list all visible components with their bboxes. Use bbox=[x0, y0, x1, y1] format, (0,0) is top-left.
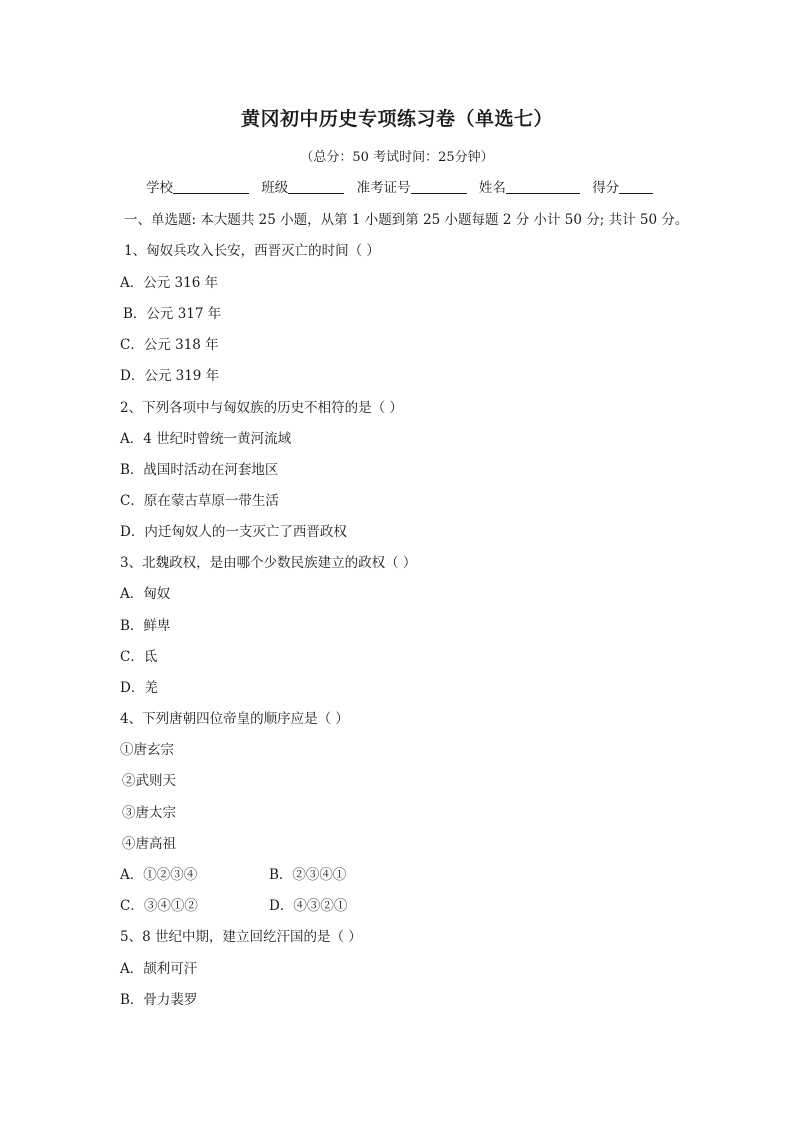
class-blank bbox=[288, 179, 344, 194]
name-blank bbox=[506, 179, 580, 194]
name-label: 姓名 bbox=[478, 180, 506, 196]
question-4-option-a: A．①②③④ bbox=[120, 867, 198, 883]
question-4-option-c: C．③④①② bbox=[120, 898, 198, 914]
question-5-stem: 5、8 世纪中期，建立回纥汗国的是（ ） bbox=[120, 929, 362, 945]
question-1-option-a: A．公元 316 年 bbox=[120, 275, 219, 291]
question-4-option-b: B．②③④① bbox=[269, 867, 347, 883]
question-4-item-1: ①唐玄宗 bbox=[120, 742, 174, 758]
question-1-option-d: D．公元 319 年 bbox=[120, 368, 220, 384]
exam-number-label: 准考证号 bbox=[356, 180, 411, 196]
exam-title: 黄冈初中历史专项练习卷（单选七） bbox=[240, 108, 553, 130]
question-4-item-3: ③唐太宗 bbox=[122, 805, 176, 821]
question-1-stem: 1、匈奴兵攻入长安，西晋灭亡的时间（ ） bbox=[124, 243, 380, 259]
question-2-stem: 2、下列各项中与匈奴族的历史不相符的是（ ） bbox=[120, 400, 403, 416]
section-heading: 一、单选题: 本大题共 25 小题，从第 1 小题到第 25 小题每题 2 分 小计 50 分; 共计 50 分。 bbox=[124, 212, 689, 228]
question-3-option-a: A．匈奴 bbox=[120, 586, 171, 602]
class-label: 班级 bbox=[261, 180, 289, 196]
question-4-item-2: ②武则天 bbox=[122, 773, 176, 789]
school-label: 学校 bbox=[146, 180, 173, 196]
score-blank bbox=[619, 179, 653, 194]
question-4-item-4: ④唐高祖 bbox=[122, 836, 176, 852]
question-3-option-d: D．羌 bbox=[120, 680, 158, 696]
exam-number-blank bbox=[411, 179, 467, 194]
question-4-options-row-1 bbox=[120, 863, 347, 883]
question-4-option-d: D．④③②① bbox=[269, 898, 348, 914]
student-info-row bbox=[146, 176, 661, 196]
question-2-option-a: A．4 世纪时曾统一黄河流域 bbox=[120, 431, 292, 447]
question-3-option-c: C．氐 bbox=[120, 649, 158, 665]
question-1-option-c: C．公元 318 年 bbox=[120, 337, 219, 353]
question-2-option-b: B．战国时活动在河套地区 bbox=[120, 462, 279, 478]
question-5-option-a: A．颉利可汗 bbox=[120, 961, 198, 977]
question-3-stem: 3、北魏政权，是由哪个少数民族建立的政权（ ） bbox=[120, 555, 417, 571]
question-4-stem: 4、下列唐朝四位帝皇的顺序应是（ ） bbox=[120, 711, 349, 727]
score-label: 得分 bbox=[592, 180, 620, 196]
question-2-option-c: C．原在蒙古草原一带生活 bbox=[120, 493, 279, 509]
question-3-option-b: B．鲜卑 bbox=[120, 618, 171, 634]
exam-subtitle: （总分：50 考试时间：25分钟） bbox=[300, 150, 494, 165]
question-1-option-b: B．公元 317 年 bbox=[123, 306, 222, 322]
school-blank bbox=[173, 179, 249, 194]
question-4-options-row-2 bbox=[120, 894, 348, 914]
question-2-option-d: D．内迁匈奴人的一支灭亡了西晋政权 bbox=[120, 524, 347, 540]
question-5-option-b: B．骨力裴罗 bbox=[120, 992, 198, 1008]
